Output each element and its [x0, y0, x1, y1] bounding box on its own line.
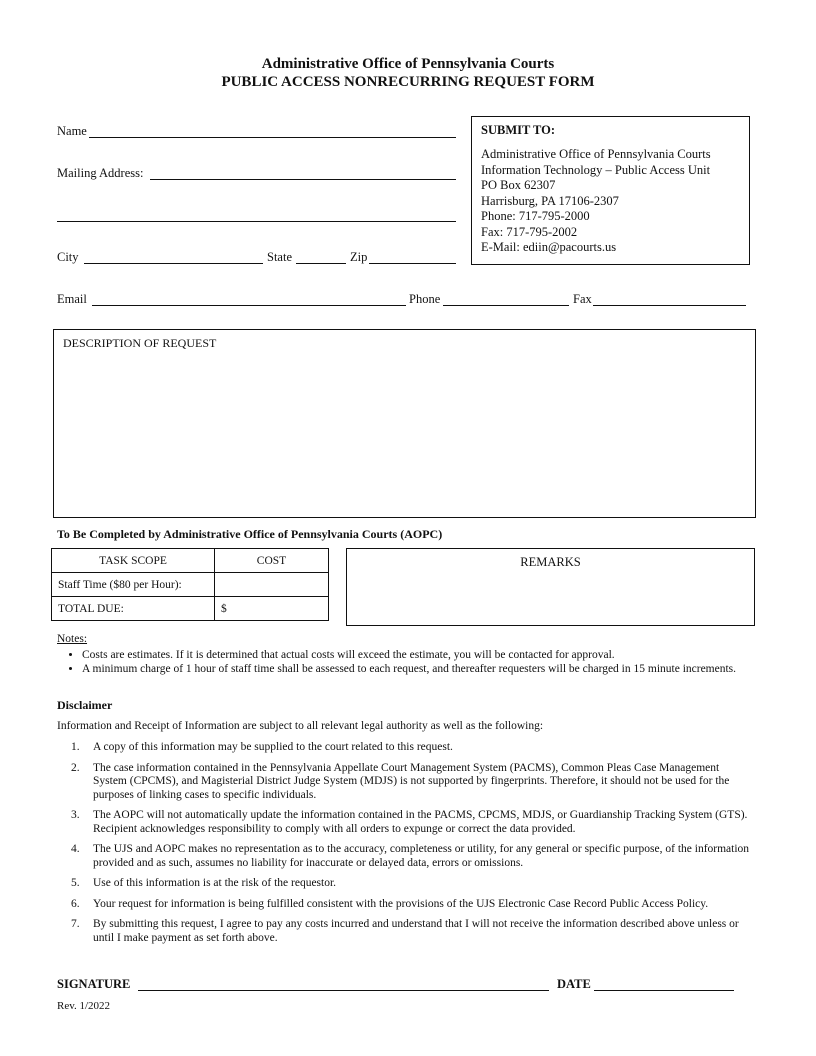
- list-number: 3.: [71, 809, 80, 821]
- list-number: 5.: [71, 877, 80, 889]
- list-item: [57, 918, 752, 945]
- submit-to-box: [471, 116, 750, 265]
- form-agency-title: Administrative Office of Pennsylvania Courts: [261, 56, 555, 72]
- mailing-address-line2-field[interactable]: [57, 221, 456, 222]
- total-due-field[interactable]: $: [215, 597, 329, 621]
- zip-field[interactable]: [369, 263, 456, 264]
- submit-to-address: [481, 147, 711, 256]
- signature-field[interactable]: [138, 990, 549, 991]
- phone-label: Phone: [409, 292, 441, 306]
- list-text: By submitting this request, I agree to pay any costs incurred and understand that I will not receive the information described above unless or until I make payment as set forth above.: [93, 918, 739, 944]
- list-item: [57, 877, 752, 891]
- submit-to-line: Administrative Office of Pennsylvania Courts: [481, 147, 711, 161]
- fax-label: Fax: [573, 292, 592, 306]
- zip-label: Zip: [350, 250, 368, 264]
- date-field[interactable]: [594, 990, 734, 991]
- list-text: A copy of this information may be supplied to the court related to this request.: [93, 741, 453, 753]
- disclaimer-intro: Information and Receipt of Information are subject to all relevant legal authority as well as the following:: [57, 720, 544, 732]
- list-number: 1.: [71, 741, 80, 753]
- phone-field[interactable]: [443, 305, 569, 306]
- mailing-address-field[interactable]: [150, 179, 456, 180]
- list-number: 7.: [71, 918, 80, 930]
- date-label: DATE: [557, 977, 591, 991]
- table-header-row: [52, 549, 329, 573]
- name-field[interactable]: [89, 137, 456, 138]
- submit-to-line: Harrisburg, PA 17106-2307: [481, 193, 619, 208]
- remarks-label: REMARKS: [520, 555, 581, 569]
- state-field[interactable]: [296, 263, 346, 264]
- list-number: 2.: [71, 761, 80, 774]
- staff-time-cost-field[interactable]: [215, 573, 329, 597]
- list-text: Your request for information is being fulfilled consistent with the provisions of the UJS Electronic Case Record Public Access Policy.: [93, 897, 709, 910]
- list-item: [57, 843, 752, 870]
- task-scope-header: TASK SCOPE: [52, 549, 215, 573]
- description-of-request-label: DESCRIPTION OF REQUEST: [63, 336, 217, 350]
- description-of-request-box[interactable]: [53, 329, 756, 518]
- city-field[interactable]: [84, 263, 263, 264]
- name-label: Name: [57, 124, 87, 138]
- submit-to-heading: SUBMIT TO:: [481, 123, 555, 137]
- table-row: [52, 597, 329, 621]
- state-label: State: [267, 250, 292, 264]
- total-due-label: TOTAL DUE:: [52, 597, 215, 621]
- list-number: 6.: [71, 897, 80, 910]
- staff-time-label: Staff Time ($80 per Hour):: [52, 573, 215, 597]
- list-text: The AOPC will not automatically update the information contained in the PACMS, CPCMS, MDJS, or Guardianship Tracking System (GTS). Recipient acknowledges responsibility to comply with all orders to expunge or correct the data provided.: [93, 809, 748, 835]
- revision-label: Rev. 1/2022: [57, 1000, 111, 1012]
- list-item: [57, 809, 752, 836]
- list-item: [57, 741, 752, 755]
- city-label: City: [57, 250, 79, 264]
- submit-to-line: Phone: 717-795-2000: [481, 209, 590, 223]
- list-item: [57, 762, 752, 803]
- list-text: The case information contained in the Pennsylvania Appellate Court Management System (PACMS), Common Pleas Case Management System (CPCMS), and Magisterial District Judge System (MDJS) is not supported by fingerprints. Therefore, it should not be used for the purposes of linking cases to specific individuals.: [93, 761, 730, 801]
- aopc-section-heading: To Be Completed by Administrative Office of Pennsylvania Courts (AOPC): [57, 527, 443, 541]
- fax-field[interactable]: [593, 305, 746, 306]
- list-text: The UJS and AOPC makes no representation as to the accuracy, completeness or utility, for any general or specific purpose, of the information provided and as such, assumes no liability for inaccurate or delayed data, errors or omissions.: [93, 843, 750, 869]
- list-item: • Costs are estimates. If it is determined that actual costs will exceed the estimate, you will be contacted for approval.: [82, 648, 738, 662]
- submit-to-email: E-Mail: ediin@pacourts.us: [481, 240, 617, 254]
- cost-header: COST: [215, 549, 329, 573]
- form-title: PUBLIC ACCESS NONRECURRING REQUEST FORM: [221, 74, 595, 90]
- list-text: Use of this information is at the risk of the requestor.: [93, 877, 337, 889]
- disclaimer-heading: Disclaimer: [57, 698, 113, 712]
- list-item: • A minimum charge of 1 hour of staff time shall be assessed to each request, and thereafter requesters will be charged in 15 minute increments.: [82, 662, 738, 676]
- email-field[interactable]: [92, 305, 406, 306]
- notes-list: [58, 648, 738, 676]
- submit-to-line: Fax: 717-795-2002: [481, 224, 578, 239]
- remarks-box[interactable]: [346, 548, 755, 626]
- submit-to-line: PO Box 62307: [481, 178, 556, 192]
- disclaimer-list: [57, 741, 752, 952]
- mailing-address-label: Mailing Address:: [57, 166, 144, 180]
- email-label: Email: [57, 292, 87, 306]
- table-row: [52, 573, 329, 597]
- notes-heading: Notes:: [57, 633, 88, 645]
- list-item: [57, 898, 752, 912]
- list-number: 4.: [71, 843, 80, 855]
- submit-to-line: Information Technology – Public Access Unit: [481, 162, 711, 177]
- task-scope-table: [51, 548, 329, 621]
- signature-label: SIGNATURE: [57, 977, 131, 991]
